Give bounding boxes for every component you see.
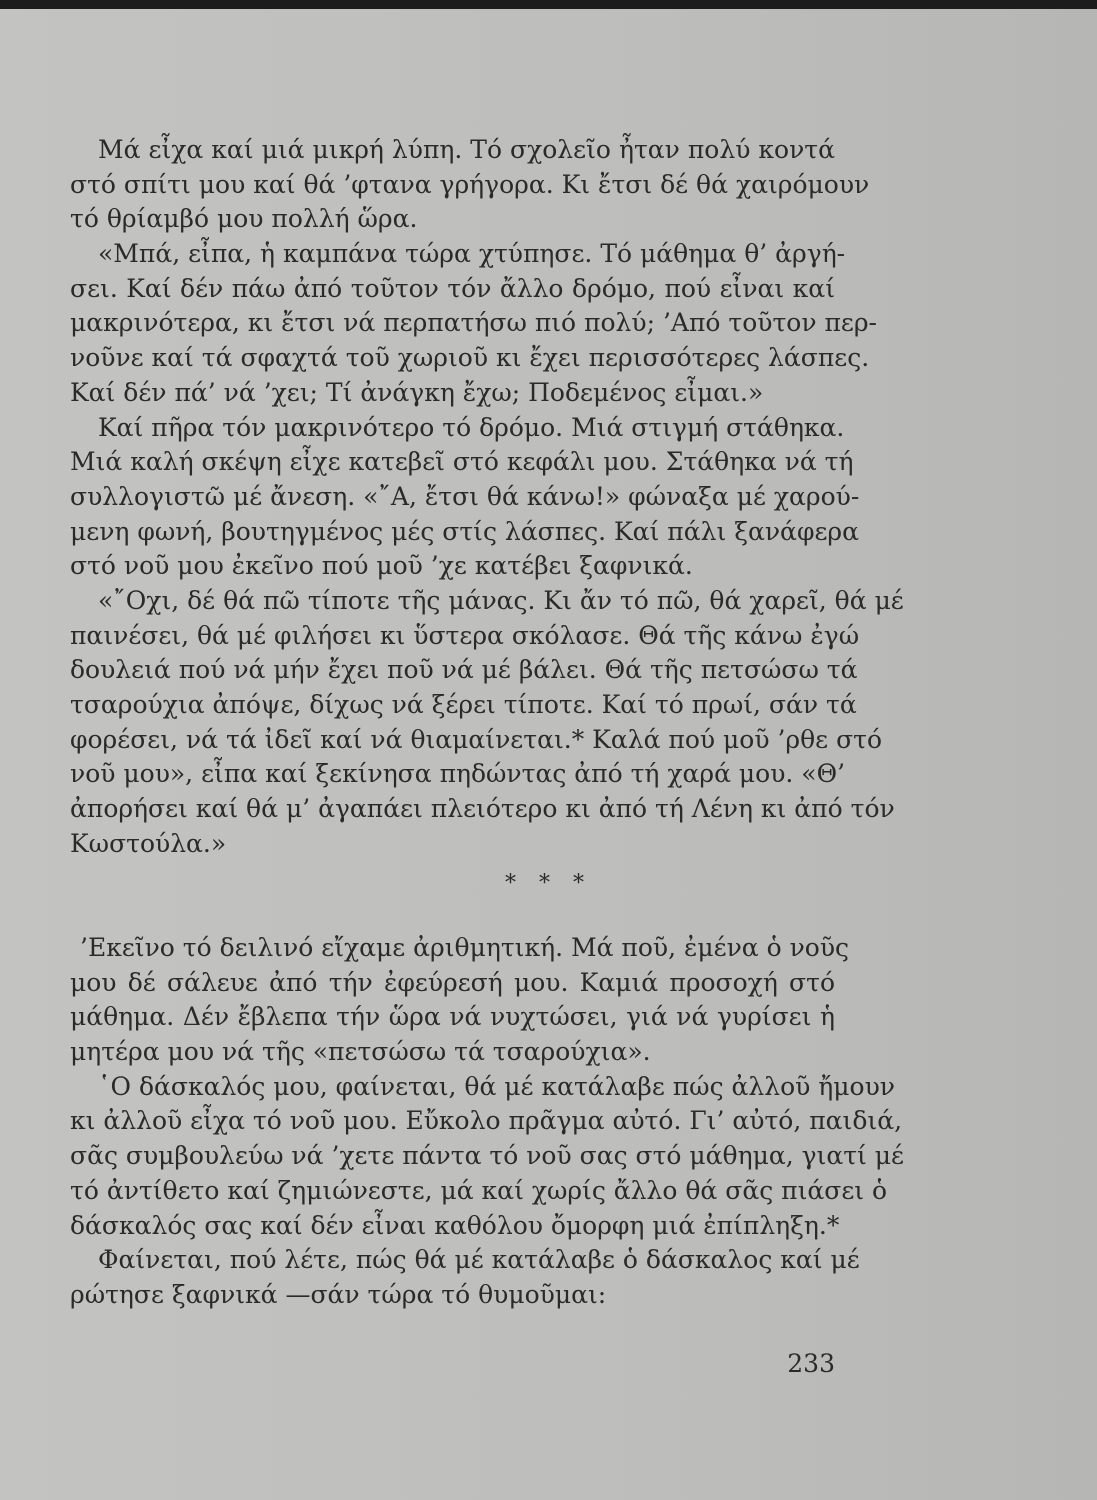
text-line: παινέσει, θά μέ φιλήσει κι ὕστερα σκόλασε. Θά τῆς κάνω ἐγώ <box>70 620 860 650</box>
text-line: κι ἀλλοῦ εἶχα τό νοῦ μου. Εὔκολο πρᾶγμα αὐτό. Γι’ αὐτό, παιδιά, <box>70 1106 903 1136</box>
section-separator: * * * <box>505 871 592 896</box>
text-line: Καί πῆρα τόν μακρινότερο τό δρόμο. Μιά στιγμή στάθηκα. <box>98 412 845 442</box>
text-line: μου δέ σάλευε ἀπό τήν ἐφεύρεσή μου. Καμιά προσοχή στό <box>70 967 835 997</box>
text-line: τό ἀντίθετο καί ζημιώνεστε, μά καί χωρίς ἄλλο θά σᾶς πιάσει ὁ <box>70 1175 888 1205</box>
text-line: Μιά καλή σκέψη εἶχε κατεβεῖ στό κεφάλι μου. Στάθηκα νά τή <box>70 447 854 477</box>
text-line: νοῦνε καί τά σφαχτά τοῦ χωριοῦ κι ἔχει περισσότερες λάσπες. <box>70 343 870 373</box>
text-line: δουλειά πού νά μήν ἔχει ποῦ νά μέ βάλει. Θά τῆς πετσώσω τά <box>70 655 858 685</box>
scan-top-edge <box>0 0 1097 9</box>
page-number: 233 <box>787 1349 835 1378</box>
text-line: μακρινότερα, κι ἔτσι νά περπατήσω πιό πολύ; ’Από τοῦτον περ- <box>70 308 878 338</box>
text-line: συλλογιστῶ μέ ἄνεση. «῎Α, ἔτσι θά κάνω!» φώναξα μέ χαρού- <box>70 481 860 511</box>
text-line: σᾶς συμβουλεύω νά ’χετε πάντα τό νοῦ σας στό μάθημα, γιατί μέ <box>70 1141 905 1171</box>
text-line: τό θρίαμβό μου πολλή ὥρα. <box>70 204 418 234</box>
text-line: ’Εκεῖνο τό δειλινό εἴχαμε ἀριθμητική. Μά ποῦ, ἐμένα ὁ νοῦς <box>80 933 850 962</box>
book-page <box>0 9 1097 1500</box>
text-line: σει. Καί δέν πάω ἀπό τοῦτον τόν ἄλλο δρόμο, πού εἶναι καί <box>70 273 835 303</box>
text-line: ῾Ο δάσκαλός μου, φαίνεται, θά μέ κατάλαβε πώς ἀλλοῦ ἤμουν <box>98 1071 895 1101</box>
text-line: τσαρούχια ἀπόψε, δίχως νά ξέρει τίποτε. Καί τό πρωί, σάν τά <box>70 690 857 719</box>
text-line: ρώτησε ξαφνικά —σάν τώρα τό θυμοῦμαι: <box>70 1279 607 1309</box>
text-line: Φαίνεται, πού λέτε, πώς θά μέ κατάλαβε ὁ δάσκαλος καί μέ <box>98 1245 860 1275</box>
text-line: φορέσει, νά τά ἰδεῖ καί νά θιαμαίνεται.* Καλά πού μοῦ ’ρθε στό <box>70 724 883 754</box>
text-block-1 <box>70 133 904 861</box>
text-line: μητέρα μου νά τῆς «πετσώσω τά τσαρούχια». <box>70 1037 651 1067</box>
text-line: Μά εἶχα καί μιά μικρή λύπη. Τό σχολεῖο ἦταν πολύ κοντά <box>98 135 835 164</box>
text-line: νοῦ μου», εἶπα καί ξεκίνησα πηδώντας ἀπό τή χαρά μου. «Θ’ <box>70 759 846 789</box>
text-line: «Μπά, εἶπα, ἡ καμπάνα τώρα χτύπησε. Τό μάθημα θ’ ἀργή- <box>98 239 846 269</box>
text-line: Καί δέν πά’ νά ’χει; Τί ἀνάγκη ἔχω; Ποδεμένος εἶμαι.» <box>70 377 764 407</box>
text-line: στό σπίτι μου καί θά ’φτανα γρήγορα. Κι ἔτσι δέ θά χαιρόμουν <box>70 169 870 199</box>
text-line: μενη φωνή, βουτηγμένος μές στίς λάσπες. Καί πάλι ξανάφερα <box>70 516 859 546</box>
text-line: μάθημα. Δέν ἔβλεπα τήν ὥρα νά νυχτώσει, γιά νά γυρίσει ἡ <box>70 1002 835 1032</box>
text-block-2 <box>70 931 905 1313</box>
text-line: ἀπορήσει καί θά μ’ ἀγαπάει πλειότερο κι ἀπό τή Λένη κι ἀπό τόν <box>70 794 895 824</box>
text-line: δάσκαλός σας καί δέν εἶναι καθόλου ὄμορφη μιά ἐπίπληξη.* <box>70 1210 840 1240</box>
text-line: στό νοῦ μου ἐκεῖνο πού μοῦ ’χε κατέβει ξαφνικά. <box>70 551 693 581</box>
text-line: «῎Οχι, δέ θά πῶ τίποτε τῆς μάνας. Κι ἄν τό πῶ, θά χαρεῖ, θά μέ <box>98 585 904 615</box>
text-line: Κωστούλα.» <box>70 828 227 858</box>
